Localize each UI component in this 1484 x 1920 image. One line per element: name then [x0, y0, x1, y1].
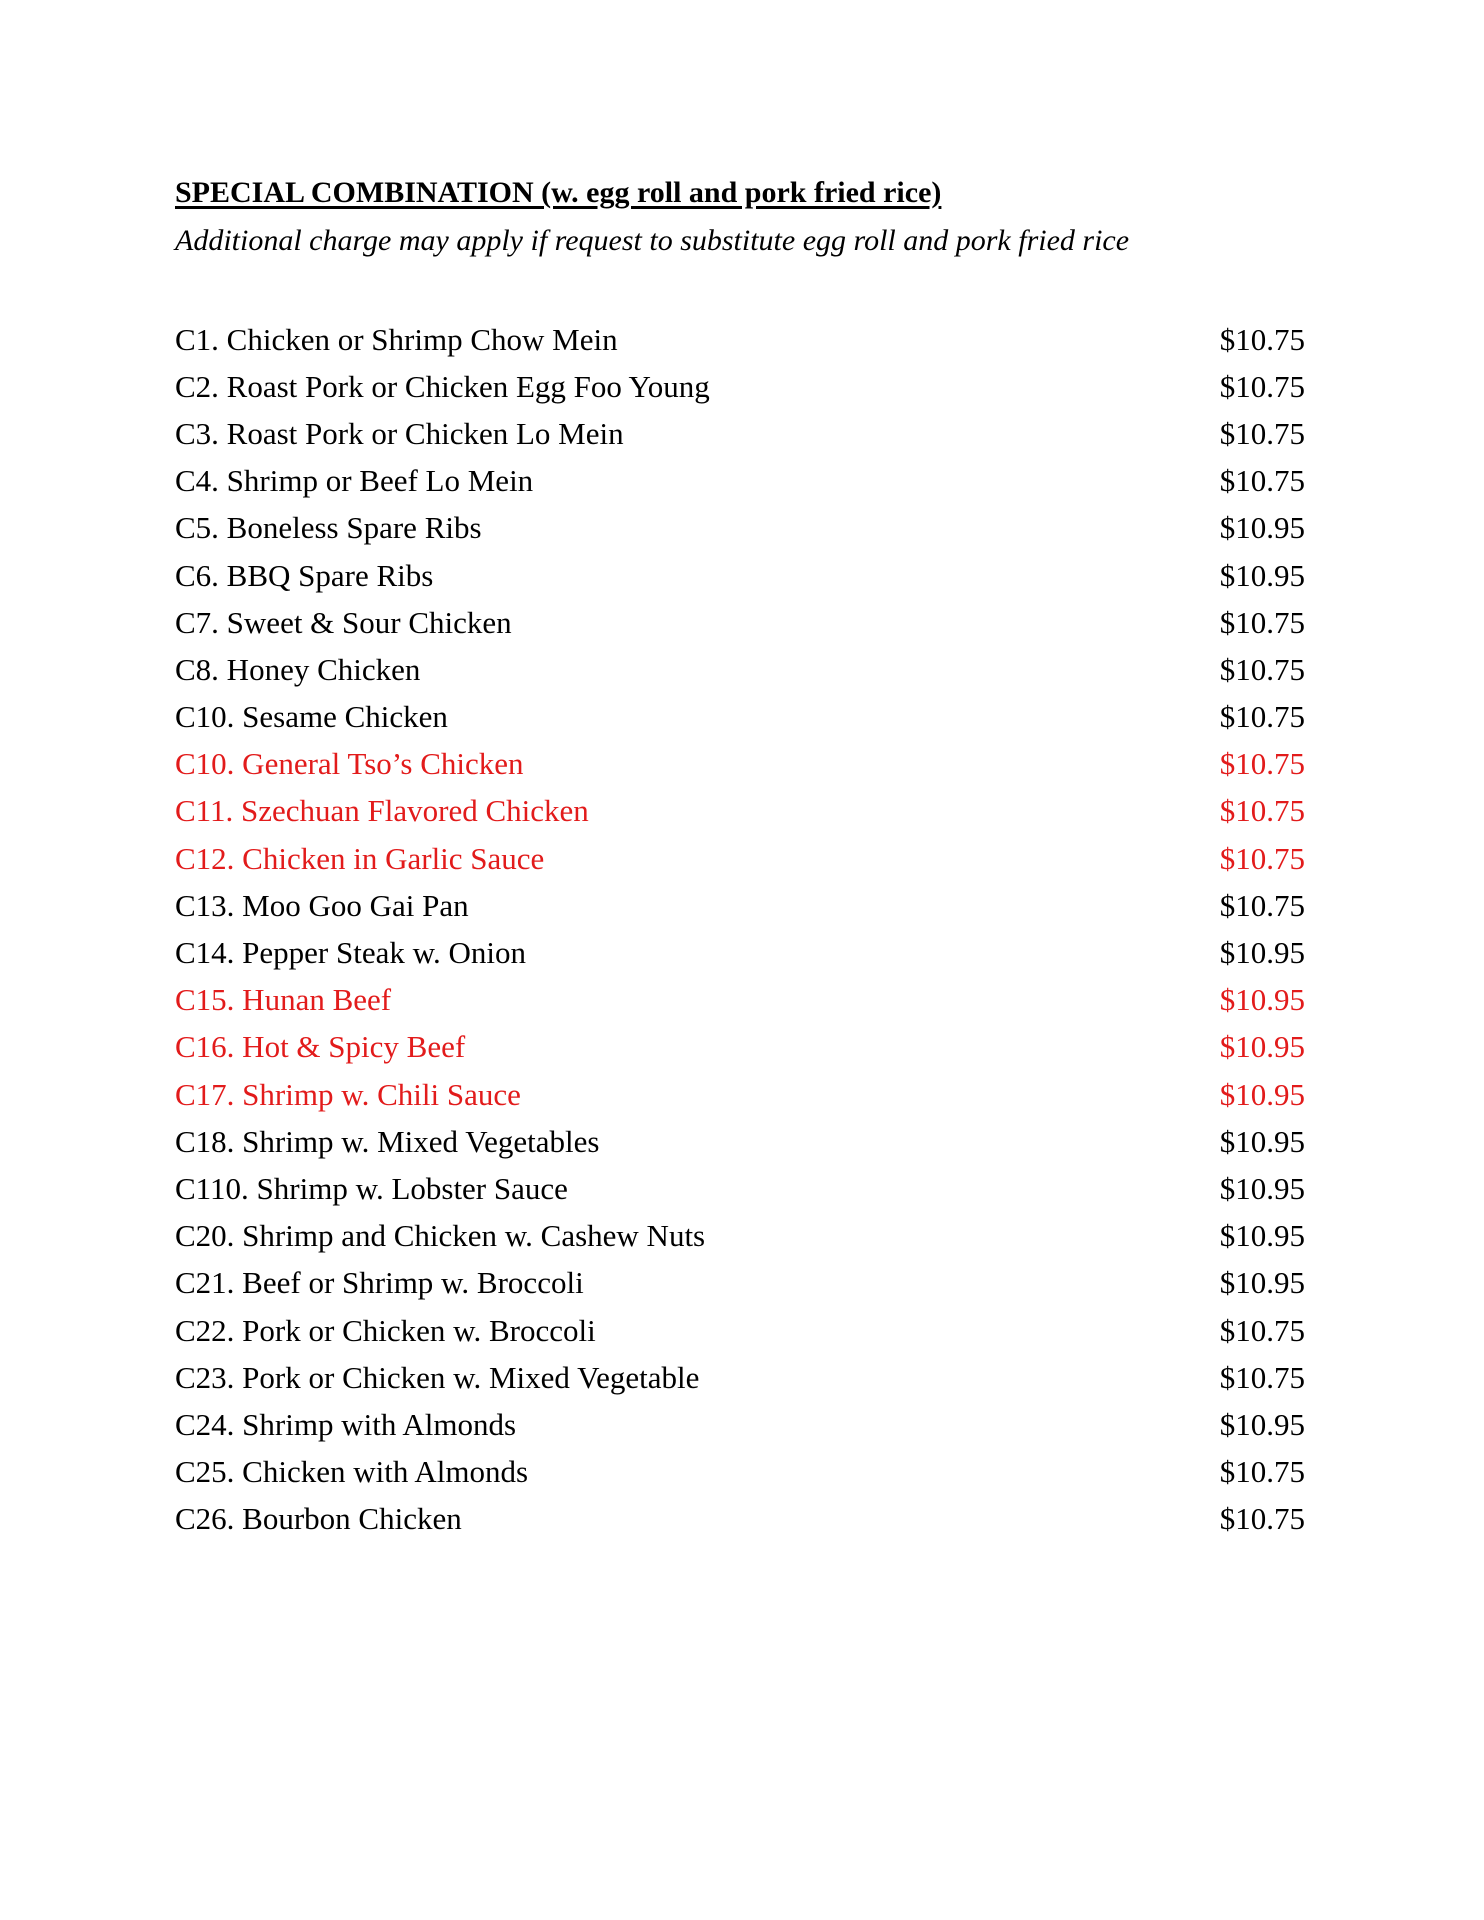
menu-item-name: C110. Shrimp w. Lobster Sauce: [175, 1170, 568, 1206]
menu-item: [175, 977, 1305, 1024]
menu-item: [175, 882, 1305, 929]
menu-item-name: C3. Roast Pork or Chicken Lo Mein: [175, 415, 624, 451]
menu-item-price: $10.75: [1219, 746, 1305, 782]
menu-item: [175, 788, 1305, 835]
menu-item-name: C21. Beef or Shrimp w. Broccoli: [175, 1265, 584, 1301]
menu-item-name: C23. Pork or Chicken w. Mixed Vegetable: [175, 1359, 700, 1395]
menu-item-list: [175, 316, 1305, 1543]
menu-item-name: C2. Roast Pork or Chicken Egg Foo Young: [175, 368, 710, 404]
section-note: Additional charge may apply if request to substitute egg roll and pork fried rice: [175, 224, 1130, 257]
menu-item: [175, 363, 1305, 410]
menu-item: [175, 1260, 1305, 1307]
menu-item: [175, 505, 1305, 552]
menu-item: [175, 1071, 1305, 1118]
menu-item-price: $10.75: [1219, 1312, 1305, 1348]
menu-item-name: C12. Chicken in Garlic Sauce: [175, 840, 545, 876]
menu-item-name: C4. Shrimp or Beef Lo Mein: [175, 463, 534, 499]
menu-item-price: $10.75: [1219, 887, 1305, 923]
menu-item: [175, 741, 1305, 788]
menu-item-name: C24. Shrimp with Almonds: [175, 1406, 517, 1442]
menu-item: [175, 410, 1305, 457]
menu-item-price: $10.95: [1219, 1218, 1305, 1254]
menu-item-name: C10. Sesame Chicken: [175, 699, 448, 735]
menu-item-price: $10.95: [1219, 1265, 1305, 1301]
menu-item: [175, 929, 1305, 976]
menu-item: [175, 1354, 1305, 1401]
menu-item-price: $10.95: [1219, 557, 1305, 593]
menu-item: [175, 1496, 1305, 1543]
menu-item-price: $10.75: [1219, 793, 1305, 829]
menu-item-price: $10.75: [1219, 1501, 1305, 1537]
menu-item: [175, 552, 1305, 599]
menu-item: [175, 646, 1305, 693]
menu-item-name: C20. Shrimp and Chicken w. Cashew Nuts: [175, 1218, 706, 1254]
menu-item: [175, 1213, 1305, 1260]
menu-item: [175, 316, 1305, 363]
menu-item: [175, 1118, 1305, 1165]
menu-item: [175, 835, 1305, 882]
section-title: SPECIAL COMBINATION (w. egg roll and pork fried rice): [175, 176, 942, 209]
menu-item-price: $10.95: [1219, 982, 1305, 1018]
menu-item-name: C5. Boneless Spare Ribs: [175, 510, 482, 546]
menu-item-name: C7. Sweet & Sour Chicken: [175, 604, 512, 640]
menu-item-price: $10.75: [1219, 415, 1305, 451]
menu-item-name: C13. Moo Goo Gai Pan: [175, 887, 469, 923]
menu-item-price: $10.95: [1219, 1170, 1305, 1206]
menu-item-name: C17. Shrimp w. Chili Sauce: [175, 1076, 521, 1112]
menu-item-price: $10.75: [1219, 463, 1305, 499]
menu-item-price: $10.75: [1219, 651, 1305, 687]
menu-item-name: C22. Pork or Chicken w. Broccoli: [175, 1312, 596, 1348]
menu-item: [175, 1401, 1305, 1448]
menu-item-price: $10.75: [1219, 699, 1305, 735]
menu-item-name: C8. Honey Chicken: [175, 651, 421, 687]
menu-item: [175, 694, 1305, 741]
menu-item-price: $10.75: [1219, 840, 1305, 876]
menu-item-price: $10.95: [1219, 1029, 1305, 1065]
menu-item-price: $10.75: [1219, 1359, 1305, 1395]
menu-item: [175, 599, 1305, 646]
menu-item-name: C25. Chicken with Almonds: [175, 1454, 529, 1490]
menu-item: [175, 458, 1305, 505]
menu-item-price: $10.75: [1219, 368, 1305, 404]
menu-item-name: C26. Bourbon Chicken: [175, 1501, 462, 1537]
menu-item-name: C15. Hunan Beef: [175, 982, 392, 1018]
menu-item-price: $10.95: [1219, 935, 1305, 971]
menu-item-name: C10. General Tso’s Chicken: [175, 746, 524, 782]
menu-item-name: C16. Hot & Spicy Beef: [175, 1029, 466, 1065]
menu-item-name: C11. Szechuan Flavored Chicken: [175, 793, 589, 829]
menu-item-price: $10.75: [1219, 321, 1305, 357]
menu-item-name: C6. BBQ Spare Ribs: [175, 557, 434, 593]
menu-item: [175, 1165, 1305, 1212]
menu-item: [175, 1449, 1305, 1496]
menu-item: [175, 1307, 1305, 1354]
menu-item-price: $10.95: [1219, 1123, 1305, 1159]
menu-item-name: C18. Shrimp w. Mixed Vegetables: [175, 1123, 600, 1159]
menu-item-price: $10.95: [1219, 510, 1305, 546]
menu-item-price: $10.75: [1219, 604, 1305, 640]
menu-item-price: $10.95: [1219, 1406, 1305, 1442]
menu-item-price: $10.75: [1219, 1454, 1305, 1490]
menu-item-name: C14. Pepper Steak w. Onion: [175, 935, 527, 971]
menu-item-price: $10.95: [1219, 1076, 1305, 1112]
menu-item-name: C1. Chicken or Shrimp Chow Mein: [175, 321, 618, 357]
menu-item: [175, 1024, 1305, 1071]
